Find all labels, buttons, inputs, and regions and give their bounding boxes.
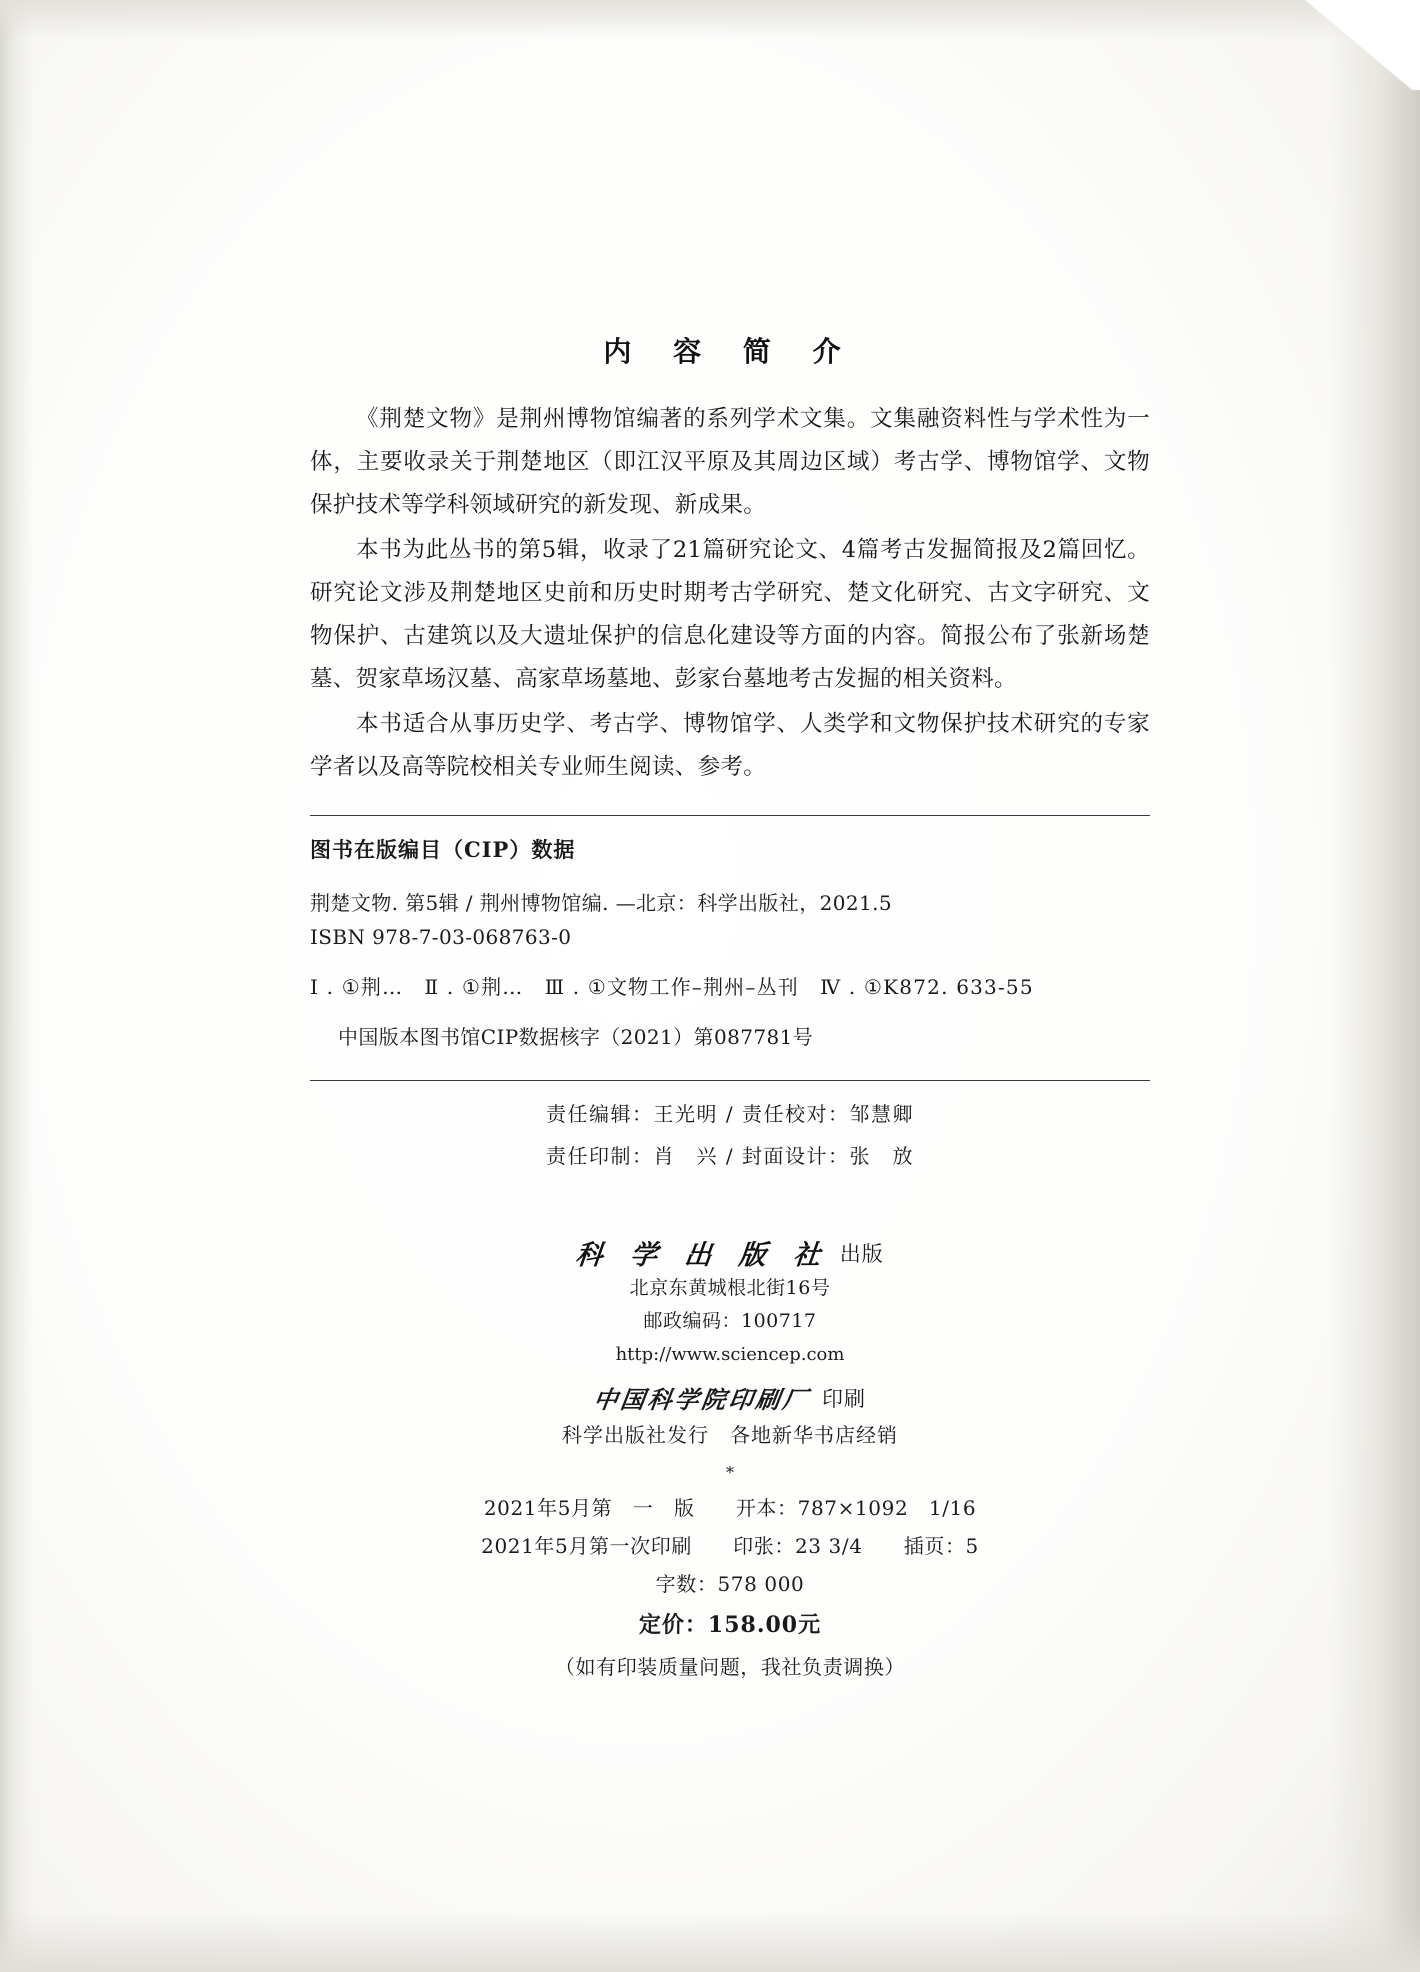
separator-asterisk: * bbox=[726, 1463, 734, 1482]
imprint-block bbox=[310, 1233, 1150, 1687]
distribution-line: 科学出版社发行 各地新华书店经销 bbox=[562, 1423, 898, 1447]
credits-block bbox=[310, 1093, 1150, 1177]
quality-note: （如有印装质量问题，我社负责调换） bbox=[554, 1655, 906, 1679]
summary-paragraph-1: 《荆楚文物》是荆州博物馆编著的系列学术文集。文集融资料性与学术性为一体，主要收录关于荆楚地区（即江汉平原及其周边区域）考古学、博物馆学、文物保护技术等学科领域研究的新发现、新成果。 bbox=[310, 406, 1150, 518]
publisher-logo: 科 学 出 版 社 bbox=[574, 1240, 832, 1271]
publisher-address: 北京东黄城根北街16号 bbox=[629, 1277, 831, 1299]
publisher-website: http://www.sciencep.com bbox=[615, 1344, 845, 1365]
cip-isbn: ISBN 978-7-03-068763-0 bbox=[310, 925, 572, 949]
credit-editor-line: 责任编辑：王光明 / 责任校对：邹慧卿 bbox=[546, 1102, 914, 1126]
printing-line: 2021年5月第一次印刷 印张：23 3/4 插页：5 bbox=[481, 1534, 979, 1558]
printer-row bbox=[310, 1380, 1150, 1415]
cip-classification: Ⅰ . ①荆… Ⅱ . ①荆… Ⅲ . ①文物工作–荆州–丛刊 Ⅳ . ①K872. 633-55 bbox=[310, 975, 1034, 999]
credit-production-line: 责任印制：肖 兴 / 封面设计：张 放 bbox=[546, 1144, 914, 1168]
price-line: 定价：158.00元 bbox=[638, 1612, 822, 1638]
cip-citation-line: 荆楚文物. 第5辑 / 荆州博物馆编. —北京：科学出版社，2021.5 bbox=[310, 891, 892, 915]
word-count-line: 字数：578 000 bbox=[655, 1572, 805, 1596]
cip-spacer bbox=[310, 954, 1150, 970]
page-content-column bbox=[310, 330, 1150, 1687]
edition-line: 2021年5月第 一 版 开本：787×1092 1/16 bbox=[483, 1496, 977, 1520]
publisher-postcode: 邮政编码：100717 bbox=[643, 1310, 817, 1332]
divider-bottom bbox=[310, 1080, 1150, 1081]
printer-suffix: 印刷 bbox=[822, 1386, 866, 1411]
summary-paragraph-2: 本书为此丛书的第5辑，收录了21篇研究论文、4篇考古发掘简报及2篇回忆。研究论文涉及荆楚地区史前和历史时期考古学研究、楚文化研究、古文字研究、文物保护、古建筑以及大遗址保护的信息化建设等方面的内容。简报公布了张新场楚墓、贺家草场汉墓、高家草场墓地、彭家台墓地考古发掘的相关资料。 bbox=[310, 537, 1150, 692]
cip-heading: 图书在版编目（CIP）数据 bbox=[310, 837, 576, 862]
cip-core-number: 中国版本图书馆CIP数据核字（2021）第087781号 bbox=[338, 1025, 814, 1049]
printer-logo: 中国科学院印刷厂 bbox=[591, 1385, 812, 1414]
page-title: 内 容 简 介 bbox=[603, 335, 857, 368]
publisher-row bbox=[310, 1233, 1150, 1272]
divider-top bbox=[310, 815, 1150, 816]
summary-paragraph-3: 本书适合从事历史学、考古学、博物馆学、人类学和文物保护技术研究的专家学者以及高等院校相关专业师生阅读、参考。 bbox=[310, 711, 1150, 780]
publisher-suffix: 出版 bbox=[839, 1241, 884, 1266]
cip-data-block bbox=[310, 834, 1150, 1054]
